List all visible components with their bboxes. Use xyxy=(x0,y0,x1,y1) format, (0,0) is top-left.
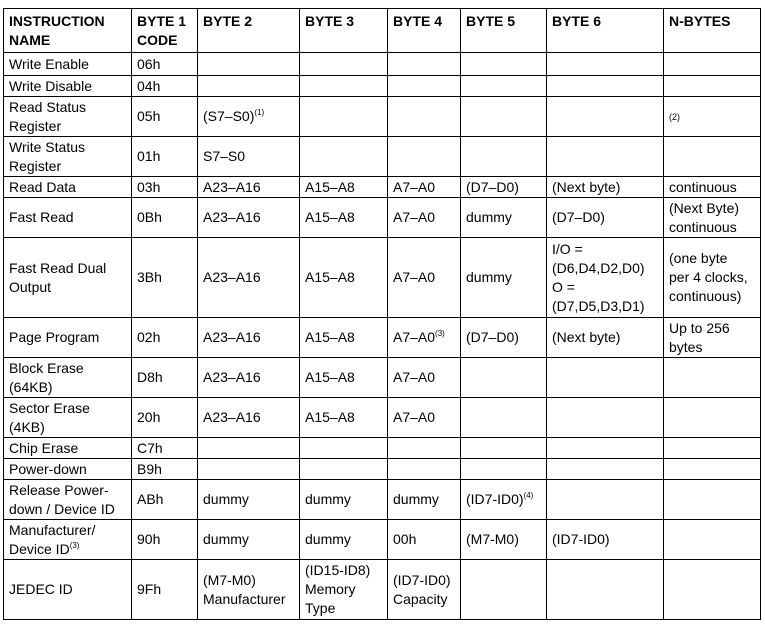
byte3-cell xyxy=(300,480,388,520)
byte3-cell xyxy=(300,318,388,358)
cell-text: Capacity xyxy=(393,590,448,607)
cell-text: (S7–S0) xyxy=(203,108,255,124)
byte2-cell xyxy=(198,358,300,398)
byte2-cell xyxy=(198,53,300,76)
instruction-rows xyxy=(4,53,761,620)
header-instruction-name: INSTRUCTION NAME xyxy=(4,9,132,53)
table-row xyxy=(4,459,761,480)
n-bytes-cell xyxy=(664,459,761,480)
cell-text: dummy xyxy=(203,491,249,507)
byte5-cell xyxy=(461,520,547,560)
byte6-cell xyxy=(547,53,664,76)
byte3-cell xyxy=(300,137,388,177)
cell-text: A7–A0 xyxy=(393,178,436,195)
instruction-table xyxy=(3,8,761,620)
byte6-cell xyxy=(547,358,664,398)
instruction-name-cell xyxy=(4,238,132,318)
byte6-cell xyxy=(547,318,664,358)
n-bytes-cell xyxy=(664,97,761,137)
n-bytes-cell xyxy=(664,398,761,438)
cell-text: JEDEC ID xyxy=(9,581,73,597)
instruction-name-cell xyxy=(4,177,132,198)
cell-text: A7–A0 xyxy=(393,409,436,425)
cell-text: (ID7-ID0) xyxy=(466,491,524,507)
byte4-cell xyxy=(388,398,461,438)
cell-text: dummy xyxy=(466,269,512,285)
table-row xyxy=(4,520,761,560)
cell-text: C7h xyxy=(137,439,163,456)
footnote-marker: (2) xyxy=(669,112,680,122)
table-row xyxy=(4,560,761,620)
cell-text: (M7-M0) xyxy=(466,531,519,547)
byte6-cell xyxy=(547,520,664,560)
byte2-cell xyxy=(198,97,300,137)
instruction-name-cell xyxy=(4,137,132,177)
cell-text: (64KB) xyxy=(9,378,53,395)
cell-text: (ID7-ID0) xyxy=(552,531,610,547)
cell-text: 20h xyxy=(137,409,161,425)
n-bytes-cell xyxy=(664,238,761,318)
cell-text: dummy xyxy=(393,491,439,507)
byte5-cell xyxy=(461,438,547,459)
cell-text: Memory xyxy=(305,581,356,597)
byte5-cell xyxy=(461,76,547,97)
cell-text: A23–A16 xyxy=(203,209,261,225)
cell-text: (Next Byte) xyxy=(669,199,740,216)
byte1-code-cell xyxy=(132,238,198,318)
cell-text: 90h xyxy=(137,531,161,547)
cell-text: Register xyxy=(9,117,62,134)
byte1-code-cell xyxy=(132,480,198,520)
byte5-cell xyxy=(461,358,547,398)
byte3-cell xyxy=(300,97,388,137)
instruction-name-cell xyxy=(4,520,132,560)
cell-text: Up to 256 xyxy=(669,319,730,336)
table-row xyxy=(4,53,761,76)
byte5-cell xyxy=(461,560,547,620)
cell-text: 9Fh xyxy=(137,581,162,597)
table-row xyxy=(4,137,761,177)
byte5-cell xyxy=(461,97,547,137)
instruction-name-cell xyxy=(4,358,132,398)
byte5-cell xyxy=(461,137,547,177)
cell-text: A15–A8 xyxy=(305,329,355,345)
instruction-name-cell xyxy=(4,53,132,76)
cell-text: (D7,D5,D3,D1) xyxy=(552,297,645,314)
n-bytes-cell xyxy=(664,53,761,76)
cell-text: A15–A8 xyxy=(305,269,355,285)
byte2-cell xyxy=(198,177,300,198)
cell-text: 00h xyxy=(393,531,417,547)
byte3-cell xyxy=(300,198,388,238)
byte4-cell xyxy=(388,177,461,198)
cell-text: O = xyxy=(552,278,575,295)
cell-text: Write Status xyxy=(9,138,85,155)
byte4-cell xyxy=(388,97,461,137)
byte4-cell xyxy=(388,53,461,76)
n-bytes-cell xyxy=(664,358,761,398)
table-row xyxy=(4,238,761,318)
instruction-name-cell xyxy=(4,398,132,438)
byte6-cell xyxy=(547,238,664,318)
byte6-cell xyxy=(547,97,664,137)
cell-text: down / Device ID xyxy=(9,500,115,517)
byte3-cell xyxy=(300,520,388,560)
n-bytes-cell xyxy=(664,480,761,520)
header-byte6: BYTE 6 xyxy=(547,9,664,53)
cell-text: Page Program xyxy=(9,329,100,345)
cell-text: ABh xyxy=(137,491,164,507)
cell-text: A23–A16 xyxy=(203,178,261,195)
table-row xyxy=(4,76,761,97)
byte3-cell xyxy=(300,560,388,620)
byte1-code-cell xyxy=(132,560,198,620)
instruction-name-cell xyxy=(4,459,132,480)
byte3-cell xyxy=(300,53,388,76)
cell-text: (D7–D0) xyxy=(552,209,605,225)
header-byte2: BYTE 2 xyxy=(198,9,300,53)
cell-text: continuous xyxy=(669,178,737,195)
cell-text: (D7–D0) xyxy=(466,178,519,195)
instruction-name-cell xyxy=(4,198,132,238)
n-bytes-cell xyxy=(664,76,761,97)
byte6-cell xyxy=(547,560,664,620)
cell-text: A15–A8 xyxy=(305,178,355,195)
instruction-name-cell xyxy=(4,76,132,97)
cell-text: (D6,D4,D2,D0) xyxy=(552,259,645,276)
byte3-cell xyxy=(300,76,388,97)
cell-text: Output xyxy=(9,278,52,295)
byte5-cell xyxy=(461,238,547,318)
byte3-cell xyxy=(300,177,388,198)
cell-text: Release Power- xyxy=(9,481,109,498)
cell-text: 04h xyxy=(137,77,161,94)
byte4-cell xyxy=(388,480,461,520)
byte1-code-cell xyxy=(132,398,198,438)
byte1-code-cell xyxy=(132,438,198,459)
header-byte5: BYTE 5 xyxy=(461,9,547,53)
byte1-code-cell xyxy=(132,177,198,198)
cell-text: (Next byte) xyxy=(552,329,621,345)
cell-text: continuous) xyxy=(669,288,742,304)
byte5-cell xyxy=(461,53,547,76)
byte2-cell xyxy=(198,560,300,620)
cell-text: 05h xyxy=(137,108,161,124)
cell-text: I/O = xyxy=(552,240,583,257)
table-row xyxy=(4,97,761,137)
cell-text: B9h xyxy=(137,460,162,477)
byte6-cell xyxy=(547,76,664,97)
table-row xyxy=(4,480,761,520)
byte1-code-cell xyxy=(132,520,198,560)
cell-text: Type xyxy=(305,600,336,616)
byte2-cell xyxy=(198,318,300,358)
byte1-code-cell xyxy=(132,198,198,238)
instruction-name-cell xyxy=(4,318,132,358)
cell-text: Register xyxy=(9,157,62,174)
header-byte1-code: BYTE 1 CODE xyxy=(132,9,198,53)
table-row xyxy=(4,198,761,238)
byte2-cell xyxy=(198,198,300,238)
cell-text: 0Bh xyxy=(137,209,162,225)
byte4-cell xyxy=(388,318,461,358)
byte4-cell xyxy=(388,560,461,620)
byte3-cell xyxy=(300,438,388,459)
n-bytes-cell xyxy=(664,137,761,177)
cell-text: (M7-M0) xyxy=(203,571,256,588)
byte4-cell xyxy=(388,438,461,459)
cell-text: 02h xyxy=(137,329,161,345)
cell-text: (ID7-ID0) xyxy=(393,571,451,588)
cell-text: Write Enable xyxy=(9,55,89,72)
cell-text: S7–S0 xyxy=(203,148,246,164)
byte6-cell xyxy=(547,459,664,480)
header-byte3: BYTE 3 xyxy=(300,9,388,53)
byte6-cell xyxy=(547,438,664,459)
n-bytes-cell xyxy=(664,560,761,620)
byte4-cell xyxy=(388,198,461,238)
cell-text: A7–A0 xyxy=(393,269,436,285)
header-row xyxy=(4,9,761,53)
table-row xyxy=(4,177,761,198)
cell-text: A7–A0 xyxy=(393,209,436,225)
table-row xyxy=(4,398,761,438)
byte2-cell xyxy=(198,480,300,520)
footnote-marker: (4) xyxy=(523,491,534,500)
n-bytes-cell xyxy=(664,520,761,560)
byte5-cell xyxy=(461,177,547,198)
byte2-cell xyxy=(198,438,300,459)
cell-text: A7–A0 xyxy=(393,369,436,385)
cell-text: Manufacturer/ xyxy=(9,521,96,538)
cell-text: bytes xyxy=(669,338,703,355)
byte2-cell xyxy=(198,520,300,560)
footnote-marker: (3) xyxy=(435,329,445,338)
cell-text: Chip Erase xyxy=(9,439,79,456)
cell-text: Read Status xyxy=(9,98,87,115)
byte4-cell xyxy=(388,520,461,560)
cell-text: Sector Erase xyxy=(9,399,90,416)
header-n-bytes: N-BYTES xyxy=(664,9,761,53)
table-row xyxy=(4,358,761,398)
cell-text: dummy xyxy=(305,531,351,547)
cell-text: 3Bh xyxy=(137,269,162,285)
instruction-name-cell xyxy=(4,560,132,620)
byte2-cell xyxy=(198,238,300,318)
cell-text: A15–A8 xyxy=(305,209,355,225)
cell-text: (4KB) xyxy=(9,418,45,435)
cell-text: Fast Read Dual xyxy=(9,259,107,276)
cell-text: (ID15-ID8) xyxy=(305,562,371,578)
table-row xyxy=(4,438,761,459)
byte5-cell xyxy=(461,459,547,480)
cell-text: Device ID xyxy=(9,540,70,557)
cell-text: dummy xyxy=(203,531,249,547)
cell-text: dummy xyxy=(466,209,512,225)
byte3-cell xyxy=(300,238,388,318)
cell-text: Fast Read xyxy=(9,209,74,225)
byte2-cell xyxy=(198,398,300,438)
n-bytes-cell xyxy=(664,198,761,238)
cell-text: continuous xyxy=(669,218,737,235)
cell-text: A23–A16 xyxy=(203,269,261,285)
cell-text: Read Data xyxy=(9,178,76,195)
byte5-cell xyxy=(461,198,547,238)
cell-text: A7–A0 xyxy=(393,329,436,345)
byte1-code-cell xyxy=(132,137,198,177)
byte2-cell xyxy=(198,76,300,97)
cell-text: per 4 clocks, xyxy=(669,269,748,285)
cell-text: (D7–D0) xyxy=(466,329,519,345)
byte4-cell xyxy=(388,76,461,97)
byte1-code-cell xyxy=(132,358,198,398)
byte2-cell xyxy=(198,459,300,480)
byte3-cell xyxy=(300,459,388,480)
footnote-marker: (1) xyxy=(254,108,265,117)
cell-text: 01h xyxy=(137,148,161,164)
byte3-cell xyxy=(300,358,388,398)
cell-text: dummy xyxy=(305,491,351,507)
byte1-code-cell xyxy=(132,459,198,480)
cell-text: A23–A16 xyxy=(203,409,261,425)
cell-text: Block Erase xyxy=(9,359,84,376)
cell-text: D8h xyxy=(137,369,163,385)
byte4-cell xyxy=(388,238,461,318)
cell-text: (Next byte) xyxy=(552,178,621,195)
byte5-cell xyxy=(461,398,547,438)
byte6-cell xyxy=(547,398,664,438)
cell-text: Write Disable xyxy=(9,77,92,94)
cell-text: A23–A16 xyxy=(203,369,261,385)
cell-text: A15–A8 xyxy=(305,369,355,385)
byte2-cell xyxy=(198,137,300,177)
n-bytes-cell xyxy=(664,318,761,358)
cell-text: A23–A16 xyxy=(203,329,261,345)
cell-text: Power-down xyxy=(9,460,87,477)
byte4-cell xyxy=(388,137,461,177)
cell-text: (one byte xyxy=(669,250,728,266)
byte4-cell xyxy=(388,358,461,398)
cell-text: Manufacturer xyxy=(203,590,286,607)
byte5-cell xyxy=(461,318,547,358)
byte6-cell xyxy=(547,198,664,238)
n-bytes-cell xyxy=(664,438,761,459)
instruction-name-cell xyxy=(4,438,132,459)
instruction-name-cell xyxy=(4,97,132,137)
header-byte4: BYTE 4 xyxy=(388,9,461,53)
byte6-cell xyxy=(547,137,664,177)
byte1-code-cell xyxy=(132,53,198,76)
byte1-code-cell xyxy=(132,97,198,137)
byte5-cell xyxy=(461,480,547,520)
instruction-name-cell xyxy=(4,480,132,520)
byte1-code-cell xyxy=(132,76,198,97)
byte3-cell xyxy=(300,398,388,438)
table-row xyxy=(4,318,761,358)
byte4-cell xyxy=(388,459,461,480)
footnote-marker: (3) xyxy=(69,540,80,550)
cell-text: 03h xyxy=(137,178,161,195)
byte1-code-cell xyxy=(132,318,198,358)
cell-text: A15–A8 xyxy=(305,409,355,425)
n-bytes-cell xyxy=(664,177,761,198)
byte6-cell xyxy=(547,480,664,520)
byte6-cell xyxy=(547,177,664,198)
cell-text: 06h xyxy=(137,55,161,72)
